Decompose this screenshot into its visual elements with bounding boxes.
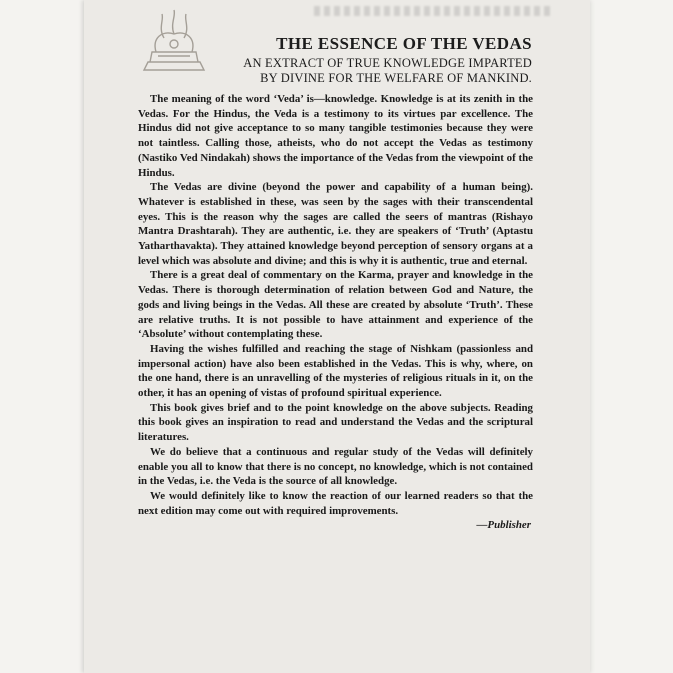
paragraph-3: There is a great deal of commentary on the Karma, prayer and knowledge in the Vedas. There is thorough determination of relation between God and Nature, the gods and living beings in the Vedas. All these are created by absolute ‘Truth’. These are relative truths. It is not possible to have attainment and experience of the ‘Absolute’ without contemplating these. bbox=[138, 269, 533, 341]
subtitle-line-1: AN EXTRACT OF TRUE KNOWLEDGE IMPARTED bbox=[243, 56, 532, 70]
paragraph-2: The Vedas are divine (beyond the power and capability of a human being). Whatever is established in these, was seen by the sages with their transcendental eyes. This is the reason why the sages are called the seers of mantras (Rishayo Mantra Drashtarah). They are authentic, i.e. they are speakers of ‘Truth’ (Aptastu Yatharthavakta). They attained knowledge beyond perception of sensory organs at a level which was absolute and divine; and this is why it is authentic, true and eternal. bbox=[138, 181, 533, 267]
page-title: THE ESSENCE OF THE VEDAS bbox=[276, 34, 532, 53]
paragraph-6: We do believe that a continuous and regular study of the Vedas will definitely enable you all to know that there is no concept, no knowledge, which is not contained in the Vedas, i.e. the Veda is the source of all knowledge. bbox=[138, 445, 533, 488]
book-page bbox=[84, 0, 590, 673]
ornament-emblem-icon bbox=[134, 8, 214, 78]
paragraph-7: We would definitely like to know the reaction of our learned readers so that the next edition may come out with required improvements. bbox=[138, 489, 533, 517]
paragraph-5: This book gives brief and to the point knowledge on the above subjects. Reading this book gives an inspiration to read and understand the Vedas and the scriptural literatures. bbox=[138, 401, 533, 444]
body-text bbox=[138, 92, 533, 533]
publisher-signature: —Publisher bbox=[476, 519, 531, 532]
chapter-header bbox=[243, 34, 532, 86]
subtitle-line-2: BY DIVINE FOR THE WELFARE OF MANKIND. bbox=[260, 71, 532, 85]
paragraph-1: The meaning of the word ‘Veda’ is—knowledge. Knowledge is at its zenith in the Vedas. For the Hindus, the Veda is a testimony to its virtues par excellence. The Hindus did not give acceptance to so many tangible testimonies because they were not taintless. Calling those, atheists, who do not accept the Vedas as testimony (Nastiko Ved Nindakah) shows the importance of the Vedas from the viewpoint of the Hindus. bbox=[138, 93, 533, 179]
paragraph-4: Having the wishes fulfilled and reaching the stage of Nishkam (passionless and impersonal action) have also been established in the Vedas. This is why, where, on the one hand, there is an unravelling of the mysteries of religious rituals in it, on the other, it has an opening of vistas of profound spiritual experience. bbox=[138, 342, 533, 400]
bleed-through-text bbox=[314, 6, 550, 16]
